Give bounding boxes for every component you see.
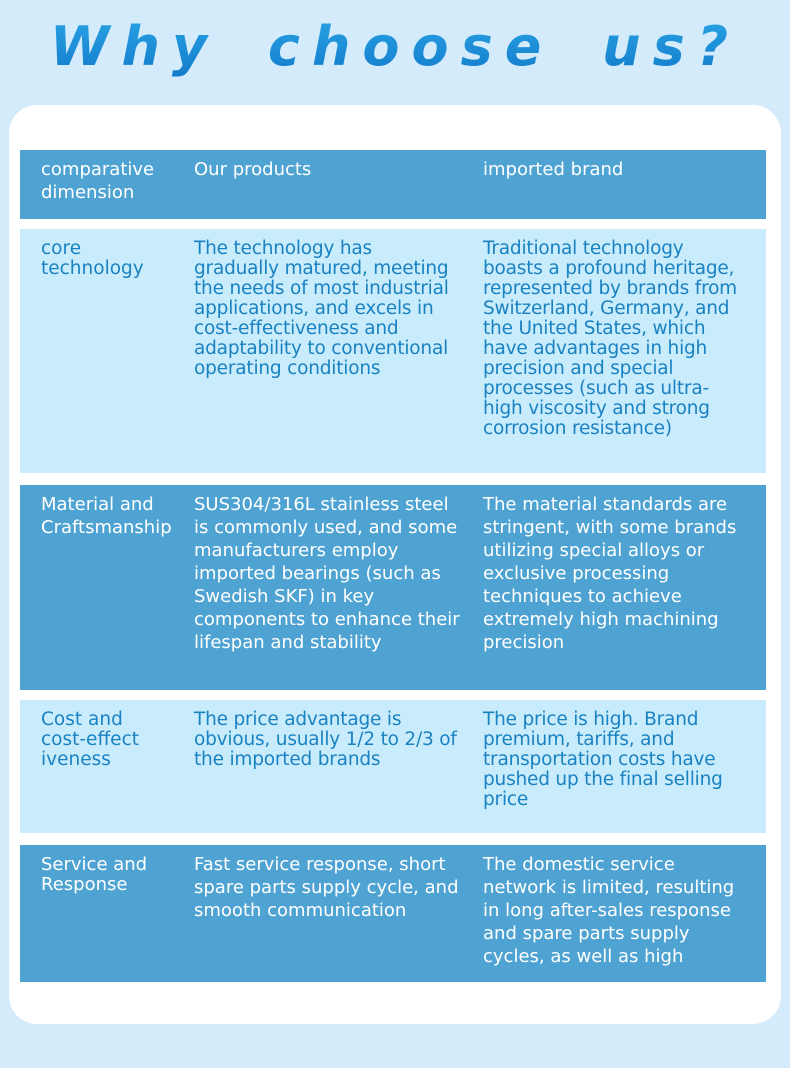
table-row <box>20 229 766 473</box>
row-our-products: The technology has gradually matured, meeting the needs of most industrial applications, and excels in cost-effectiveness and adaptability to conventional operating conditions <box>194 238 449 379</box>
table-header-row <box>20 150 766 219</box>
row-imported-brand: The material standards are stringent, with some brands utilizing special alloys or exclusive processing techniques to achieve extremely high machining precision <box>483 494 737 653</box>
header-imported-brand: imported brand <box>483 159 624 180</box>
row-imported-brand: The price is high. Brand premium, tariffs, and transportation costs have pushed up the final selling price <box>483 709 723 810</box>
row-our-products: Fast service response, short spare parts supply cycle, and smooth communication <box>194 854 459 921</box>
row-dimension: Material and Craftsmanship <box>41 494 172 538</box>
table-row <box>20 485 766 690</box>
row-our-products: SUS304/316L stainless steel is commonly used, and some manufacturers employ imported bearings (such as Swedish SKF) in key components to enhance their lifespan and stability <box>194 494 460 653</box>
header-dimension: comparative dimension <box>41 159 155 203</box>
page-title: Why choose us? <box>0 12 790 82</box>
header-our-products: Our products <box>194 159 312 180</box>
row-dimension: Service and Response <box>41 854 148 895</box>
row-our-products: The price advantage is obvious, usually 1/2 to 2/3 of the imported brands <box>194 709 457 770</box>
row-dimension: core technology <box>41 238 144 279</box>
row-imported-brand: Traditional technology boasts a profound heritage, represented by brands from Switzerland, Germany, and the United States, which have advantages in high precision and special processes (such as ultra-high viscosity and strong corrosion resistance) <box>483 238 738 439</box>
row-dimension: Cost and cost-effect iveness <box>41 709 139 770</box>
table-row <box>20 700 766 833</box>
table-row <box>20 845 766 982</box>
row-imported-brand: The domestic service network is limited, resulting in long after-sales response and spare parts supply cycles, as well as high <box>483 854 735 967</box>
